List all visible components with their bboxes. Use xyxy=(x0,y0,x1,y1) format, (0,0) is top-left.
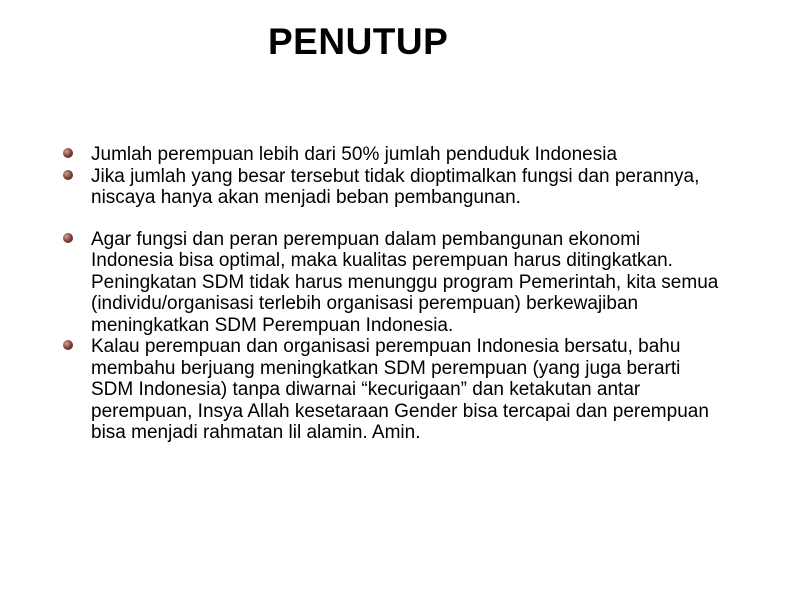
slide-title: PENUTUP xyxy=(268,21,449,62)
bullet-dot-icon xyxy=(63,233,73,243)
bullet-text: Agar fungsi dan peran perempuan dalam pembangunan ekonomi Indonesia bisa optimal, maka kualitas perempuan harus ditingkatkan. Peningkatan SDM tidak harus menunggu program Pemerintah, kita semua (individu/organisasi terlebih organisasi perempuan) berkewajiban meningkatkan SDM Perempuan Indonesia. xyxy=(91,228,719,336)
bullet-item xyxy=(0,166,721,209)
bullet-text: Kalau perempuan dan organisasi perempuan Indonesia bersatu, bahu membahu berjuang meningkatkan SDM perempuan (yang juga berarti SDM Indonesia) tanpa diwarnai “kecurigaan” dan ketakutan antar perempuan, Insya Allah kesetaraan Gender bisa tercapai dan perempuan bisa menjadi rahmatan lil alamin. Amin. xyxy=(91,336,709,443)
bullet-text: Jumlah perempuan lebih dari 50% jumlah penduduk Indonesia xyxy=(91,144,618,165)
bullet-text: Jika jumlah yang besar tersebut tidak dioptimalkan fungsi dan perannya, niscaya hanya akan menjadi beban pembangunan. xyxy=(91,165,700,208)
bullet-dot-icon xyxy=(63,148,73,158)
bullet-item xyxy=(0,229,721,337)
bullet-item xyxy=(0,336,721,444)
bullet-dot-icon xyxy=(63,170,73,180)
bullet-list xyxy=(0,144,800,444)
bullet-item xyxy=(0,144,721,166)
bullet-dot-icon xyxy=(63,340,73,350)
